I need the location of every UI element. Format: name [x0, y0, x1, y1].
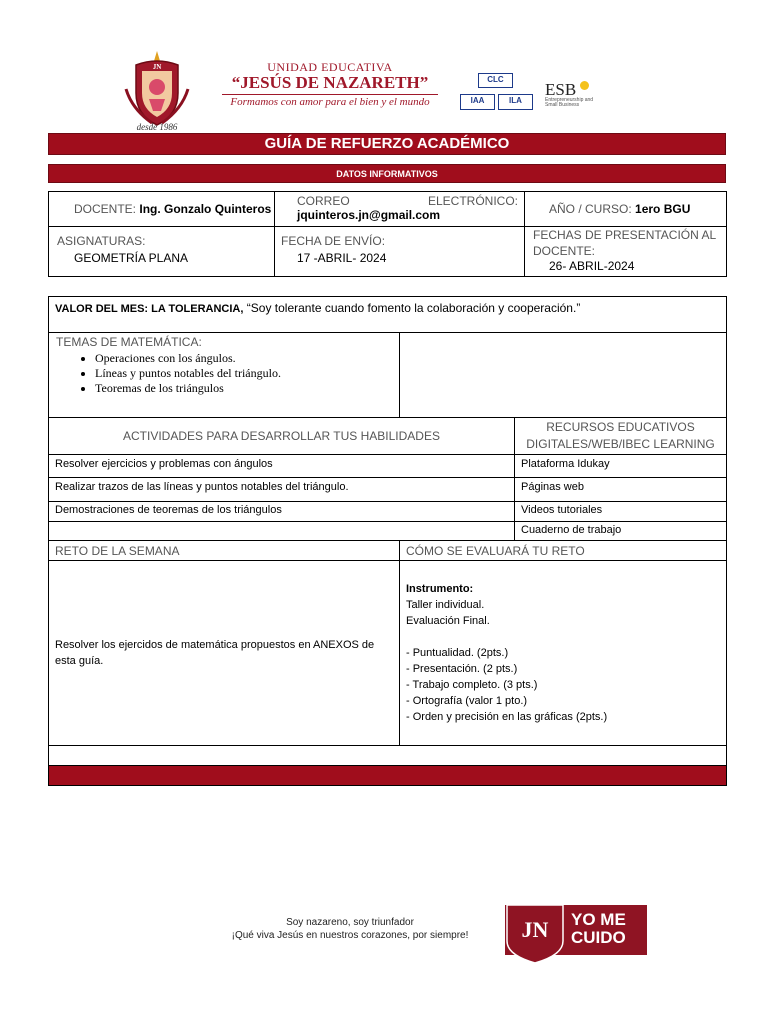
info-table: [48, 191, 727, 277]
crest-year: desde 1986: [136, 122, 178, 132]
docente-value: Ing. Gonzalo Quinteros: [139, 202, 272, 216]
curso-cell: [525, 192, 727, 227]
school-name: “JESÚS DE NAZARETH”: [231, 73, 429, 92]
evaluacion-cell: [400, 561, 727, 746]
table-row: Demostraciones de teoremas de los triángulos: [49, 502, 515, 522]
school-motto: Formamos con amor para el bien y el mundo: [230, 96, 430, 108]
table-row: [49, 522, 515, 541]
footer-slogan: [200, 916, 500, 942]
presentacion-label: FECHAS DE PRESENTACIÓN AL DOCENTE:: [533, 228, 716, 258]
asignaturas-cell: [49, 227, 275, 277]
footer-line-2: ¡Qué viva Jesús en nuestros corazones, por siempre!: [231, 930, 469, 941]
footer-red-bar: [49, 766, 727, 786]
valor-quote: “Soy tolerante cuando fomento la colaboración y cooperación.”: [246, 301, 581, 315]
list-item: • Líneas y puntos notables del triángulo.: [95, 366, 399, 381]
actividades-header: ACTIVIDADES PARA DESARROLLAR TUS HABILIDADES: [49, 418, 515, 455]
instrumento-line: Evaluación Final.: [406, 615, 490, 627]
main-table: [48, 296, 727, 786]
criterio-item: - Trabajo completo. (3 pts.): [406, 679, 538, 691]
envio-value: 17 -ABRIL- 2024: [297, 251, 387, 265]
envio-label: FECHA DE ENVÍO:: [281, 234, 386, 248]
correo-label-2: ELECTRÓNICO:: [427, 194, 518, 208]
temas-title: TEMAS DE MATEMÁTICA:: [56, 335, 202, 349]
footer-line-1: Soy nazareno, soy triunfador: [286, 917, 414, 928]
asignaturas-value: GEOMETRÍA PLANA: [74, 251, 189, 265]
correo-label: CORREO: [297, 194, 350, 208]
reto-header: RETO DE LA SEMANA: [49, 541, 400, 561]
asignaturas-label: ASIGNATURAS:: [57, 234, 146, 248]
temas-cell: [49, 333, 400, 418]
evaluacion-header: CÓMO SE EVALUARÁ TU RETO: [400, 541, 727, 561]
yo-me-cuido-badge: [505, 905, 647, 955]
table-row: Realizar trazos de las líneas y puntos notables del triángulo.: [49, 478, 515, 502]
esb-dot-icon: [580, 81, 589, 90]
docente-cell: [49, 192, 275, 227]
correo-cell: [275, 192, 525, 227]
table-row: Resolver ejercicios y problemas con ángulos: [49, 455, 515, 478]
curso-value: 1ero BGU: [635, 202, 691, 216]
table-row: Plataforma Idukay: [515, 455, 727, 478]
curso-label: AÑO / CURSO:: [549, 202, 632, 216]
badge-text-2: CUIDO: [571, 928, 626, 947]
valor-cell: [49, 297, 727, 333]
cert-iaa-logo: IAA: [460, 94, 495, 110]
reto-description: Resolver los ejercidos de matemática propuestos en ANEXOS de esta guía.: [49, 561, 400, 746]
recursos-header-line-2: DIGITALES/WEB/IBEC LEARNING: [526, 437, 715, 451]
table-row: Videos tutoriales: [515, 502, 727, 522]
envio-cell: [275, 227, 525, 277]
crest-initials: JN: [152, 63, 162, 71]
criterio-item: - Puntualidad. (2pts.): [406, 647, 509, 659]
presentacion-value: 26- ABRIL-2024: [549, 259, 635, 273]
esb-logo: ESB: [545, 80, 577, 99]
jn-shield-icon: [505, 905, 565, 963]
badge-initials: JN: [521, 917, 549, 942]
instrumento-label: Instrumento:: [406, 583, 474, 595]
valor-label: VALOR DEL MES: LA TOLERANCIA,: [55, 303, 244, 315]
list-item: • Operaciones con los ángulos.: [95, 351, 399, 366]
table-row: Cuaderno de trabajo: [515, 522, 727, 541]
school-crest-logo: [122, 44, 192, 134]
page-title: GUÍA DE REFUERZO ACADÉMICO: [48, 133, 726, 155]
instrumento-line: Taller individual.: [406, 599, 485, 611]
criterio-item: - Ortografía (valor 1 pto.): [406, 695, 528, 707]
temas-list: [49, 351, 399, 396]
temas-empty-cell: [400, 333, 727, 418]
esb-subtitle: Entrepreneurship and Small Business: [545, 97, 594, 108]
presentacion-cell: [525, 227, 727, 277]
docente-label: DOCENTE:: [74, 202, 137, 216]
cert-ila-logo: ILA: [498, 94, 533, 110]
cert-clc-logo: CLC: [478, 73, 513, 88]
recursos-header-line-1: RECURSOS EDUCATIVOS: [546, 420, 695, 434]
badge-text-1: YO ME: [571, 910, 626, 929]
school-divider: [222, 94, 438, 95]
recursos-header: [515, 418, 727, 455]
criterio-item: - Presentación. (2 pts.): [406, 663, 518, 675]
empty-row: [49, 746, 727, 766]
table-row: Páginas web: [515, 478, 727, 502]
list-item: • Teoremas de los triángulos: [95, 381, 399, 396]
school-label: UNIDAD EDUCATIVA: [267, 60, 393, 74]
criterio-item: - Orden y precisión en las gráficas (2pts.): [406, 711, 608, 723]
correo-value: jquinteros.jn@gmail.com: [297, 208, 441, 222]
datos-informativos-bar: DATOS INFORMATIVOS: [48, 164, 726, 183]
